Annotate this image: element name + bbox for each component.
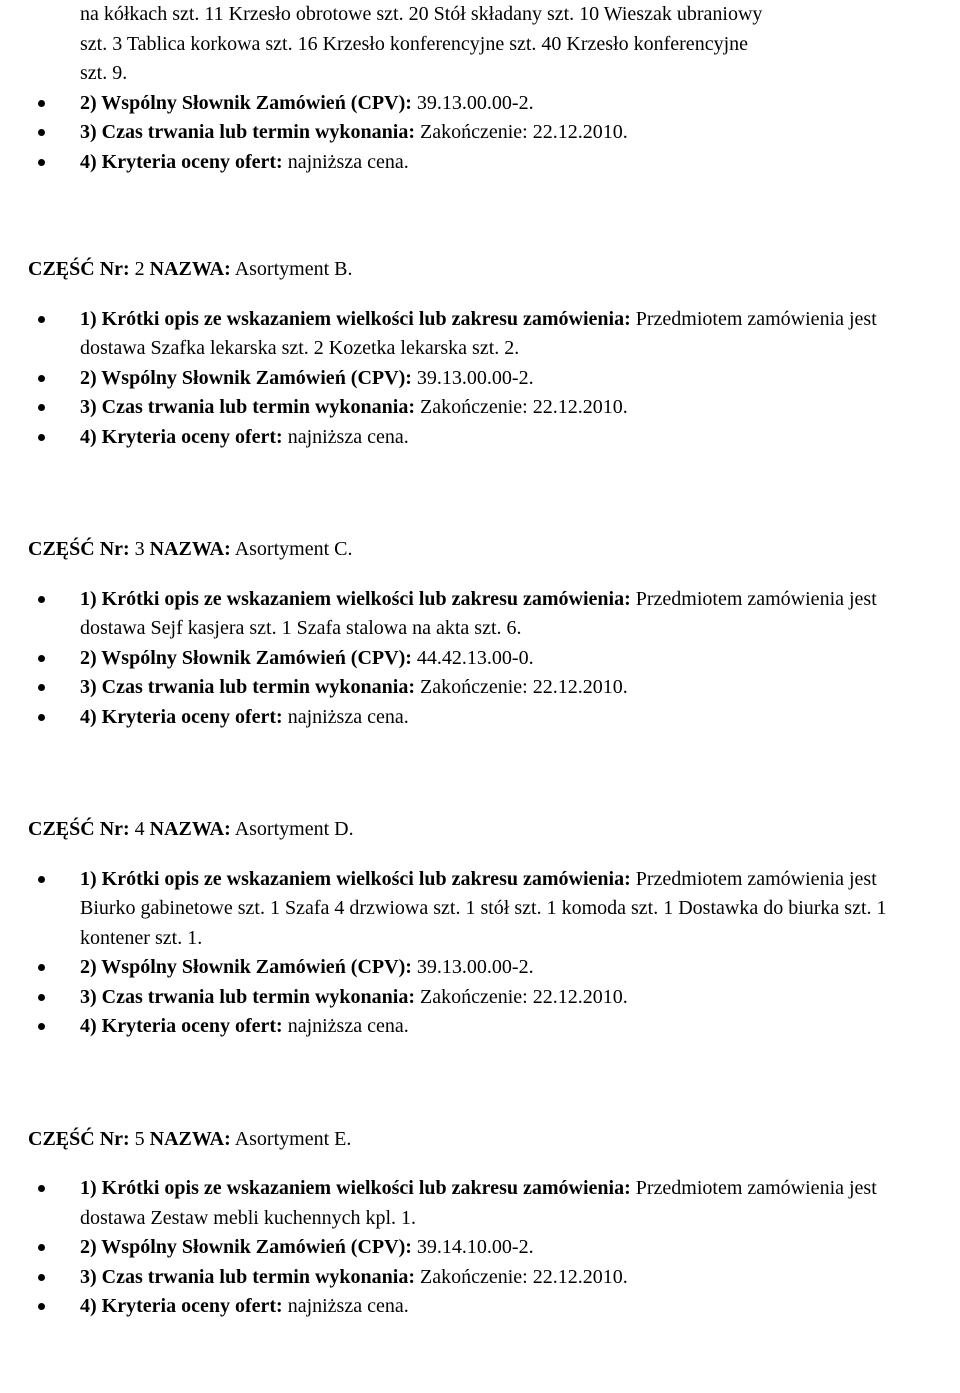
- list-item: 4) Kryteria oceny ofert: najniższa cena.: [80, 703, 932, 733]
- list-item: 4) Kryteria oceny ofert: najniższa cena.: [80, 423, 932, 453]
- part-heading: CZĘŚĆ Nr: 2 NAZWA: Asortyment B.: [28, 258, 353, 280]
- part-heading: CZĘŚĆ Nr: 3 NAZWA: Asortyment C.: [28, 538, 353, 560]
- list-item: 3) Czas trwania lub termin wykonania: Zakończenie: 22.12.2010.: [80, 673, 932, 703]
- part-heading: CZĘŚĆ Nr: 4 NAZWA: Asortyment D.: [28, 818, 354, 840]
- list-item: 3) Czas trwania lub termin wykonania: Zakończenie: 22.12.2010.: [80, 1263, 932, 1293]
- part-list: [80, 305, 932, 453]
- list-item: 1) Krótki opis ze wskazaniem wielkości lub zakresu zamówienia: Przedmiotem zamówienia jest Biurko gabinetowe szt. 1 Szafa 4 drzwiowa szt. 1 stół szt. 1 komoda szt. 1 Dostawka do biurka szt. 1 kontener szt. 1.: [80, 865, 932, 954]
- list-item: 2) Wspólny Słownik Zamówień (CPV): 39.13.00.00-2.: [80, 89, 932, 119]
- intro-line-1: na kółkach szt. 11 Krzesło obrotowe szt. 20 Stół składany szt. 10 Wieszak ubraniowy: [80, 3, 763, 25]
- list-item: 3) Czas trwania lub termin wykonania: Zakończenie: 22.12.2010.: [80, 983, 932, 1013]
- intro-line-3: szt. 9.: [80, 62, 128, 84]
- list-item: 3) Czas trwania lub termin wykonania: Zakończenie: 22.12.2010.: [80, 118, 932, 148]
- part-list: [80, 1174, 932, 1322]
- intro-line-2: szt. 3 Tablica korkowa szt. 16 Krzesło konferencyjne szt. 40 Krzesło konferencyjne: [80, 32, 748, 55]
- list-item: 4) Kryteria oceny ofert: najniższa cena.: [80, 148, 932, 178]
- list-item: 4) Kryteria oceny ofert: najniższa cena.: [80, 1012, 932, 1042]
- list-item: 3) Czas trwania lub termin wykonania: Zakończenie: 22.12.2010.: [80, 393, 932, 423]
- list-item: 1) Krótki opis ze wskazaniem wielkości lub zakresu zamówienia: Przedmiotem zamówienia jest dostawa Sejf kasjera szt. 1 Szafa stalowa na akta szt. 6.: [80, 585, 932, 644]
- intro-text: [80, 0, 932, 89]
- list-item: 2) Wspólny Słownik Zamówień (CPV): 39.13.00.00-2.: [80, 953, 932, 983]
- list-item: 2) Wspólny Słownik Zamówień (CPV): 39.13.00.00-2.: [80, 364, 932, 394]
- part-list: [80, 585, 932, 733]
- list-item: 4) Kryteria oceny ofert: najniższa cena.: [80, 1292, 932, 1322]
- intro-list: [80, 89, 932, 178]
- list-item: 2) Wspólny Słownik Zamówień (CPV): 44.42.13.00-0.: [80, 644, 932, 674]
- list-item: 1) Krótki opis ze wskazaniem wielkości lub zakresu zamówienia: Przedmiotem zamówienia jest dostawa Szafka lekarska szt. 2 Kozetka lekarska szt. 2.: [80, 305, 932, 364]
- part-list: [80, 865, 932, 1042]
- list-item: 1) Krótki opis ze wskazaniem wielkości lub zakresu zamówienia: Przedmiotem zamówienia jest dostawa Zestaw mebli kuchennych kpl. 1.: [80, 1174, 932, 1233]
- part-heading: CZĘŚĆ Nr: 5 NAZWA: Asortyment E.: [28, 1127, 352, 1150]
- list-item: 2) Wspólny Słownik Zamówień (CPV): 39.14.10.00-2.: [80, 1233, 932, 1263]
